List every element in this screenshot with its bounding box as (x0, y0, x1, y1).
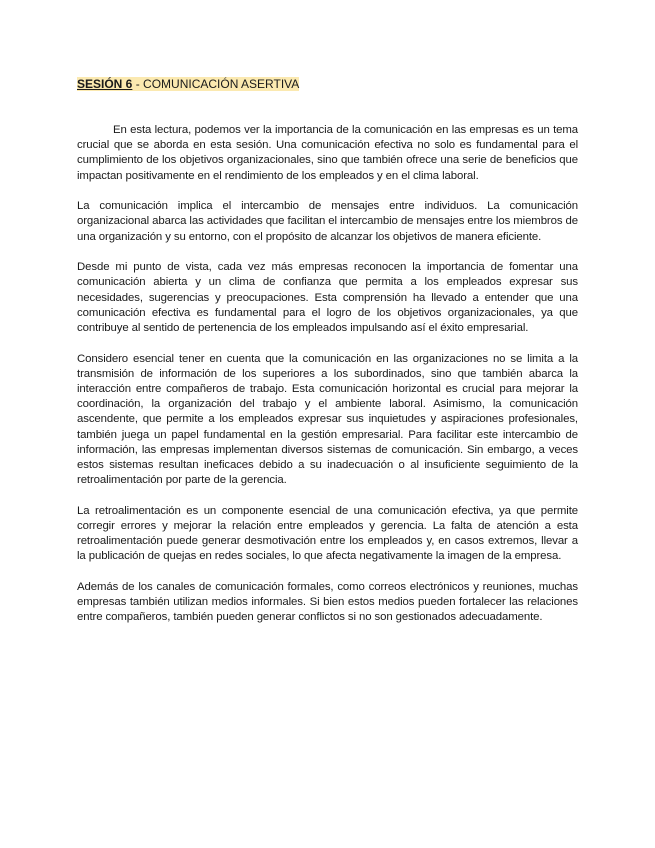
session-title: COMUNICACIÓN ASERTIVA (143, 77, 300, 91)
paragraph-definition: La comunicación implica el intercambio de mensajes entre individuos. La comunicación organizacional abarca las actividades que facilitan el intercambio de mensajes entre los miembros de una organización y su entorno, con el propósito de alcanzar los objetivos de manera eficiente. (77, 200, 578, 243)
heading-highlight (77, 77, 299, 91)
session-heading (77, 77, 299, 92)
paragraph-feedback: La retroalimentación es un componente esencial de una comunicación efectiva, ya que permite corregir errores y mejorar la relación entre empleados y gerencia. La falta de atención a esta retroalimentación puede generar desmotivación entre los empleados y, en casos extremos, llevar a la publicación de quejas en redes sociales, lo que afecta negativamente la imagen de la empresa. (77, 504, 578, 563)
paragraph-horizontal-communication: Considero esencial tener en cuenta que la comunicación en las organizaciones no se limita a la transmisión de información de los superiores a los subordinados, sino que también abarca la interacción entre compañeros de trabajo. Esta comunicación horizontal es crucial para mejorar la coordinación, la organización del trabajo y el ambiente laboral. Asimismo, la comunicación ascendente, que permite a los empleados expresar sus inquietudes y aspiraciones profesionales, también juega un papel fundamental en la gestión empresarial. Para facilitar este intercambio de información, las empresas implementan diversos sistemas de comunicación. Sin embargo, a veces estos sistemas resultan ineficaces debido a su inadecuación o al insuficiente seguimiento de la retroalimentación por parte de la gerencia. (77, 352, 578, 487)
paragraph-viewpoint: Desde mi punto de vista, cada vez más empresas reconocen la importancia de fomentar una comunicación abierta y un clima de confianza que permita a los empleados expresar sus necesidades, sugerencias y preocupaciones. Esta comprensión ha llevado a entender que una comunicación efectiva es fundamental para el logro de los objetivos organizacionales, ya que contribuye al sentido de pertenencia de los empleados impulsando así el éxito empresarial. (77, 261, 578, 335)
heading-separator: - (132, 77, 144, 91)
paragraph-informal-channels: Además de los canales de comunicación formales, como correos electrónicos y reuniones, muchas empresas también utilizan medios informales. Si bien estos medios pueden fortalecer las relaciones entre compañeros, también pueden generar conflictos si no son gestionados adecuadamente. (77, 581, 578, 624)
document-body (77, 123, 578, 641)
paragraph-intro: En esta lectura, podemos ver la importancia de la comunicación en las empresas es un tema crucial que se aborda en esta sesión. Una comunicación efectiva no solo es fundamental para el cumplimiento de los objetivos organizacionales, sino que también ofrece una serie de beneficios que impactan positivamente en el rendimiento de los empleados y en el clima laboral. (77, 124, 578, 182)
session-label: SESIÓN 6 (77, 77, 133, 91)
